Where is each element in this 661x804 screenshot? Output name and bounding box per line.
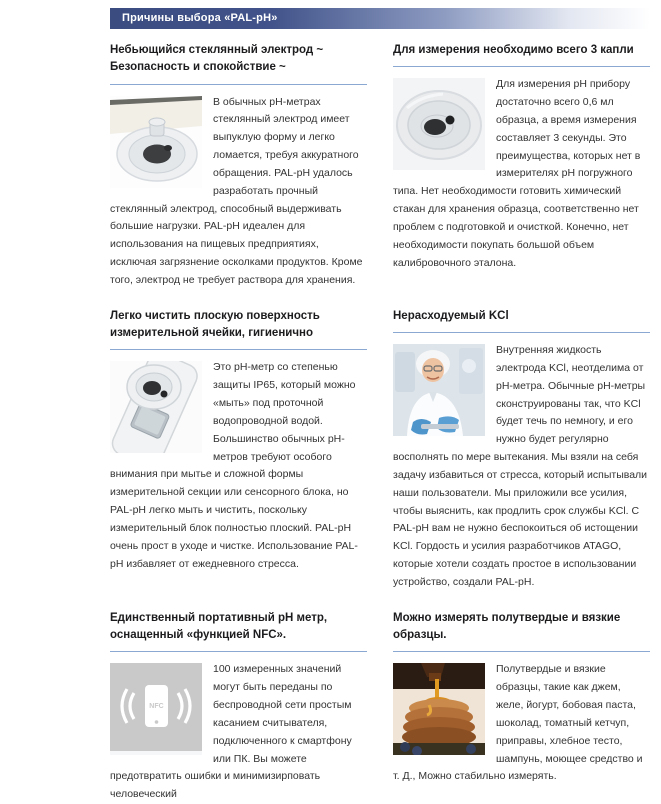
feature-title: Единственный портативный pH метр, оснащенный «функцией NFC». (110, 611, 328, 642)
pancakes-syrup-photo (393, 663, 485, 755)
feature-body (393, 76, 650, 272)
feature-section-unbreakable-electrode (110, 42, 367, 290)
feature-section-viscous-samples (393, 610, 650, 804)
feature-text: Для измерения pH прибору достаточно всего 0,6 мл образца, а время измерения составляет 3 секунды. Это преимущества, которых нет в измерителях pH погружного типа. Нет необходимости готовить химический стакан для хранения образца, соответственно нет проблем с подготовкой и очисткой. Конечно, нет необходимости покупать большой объем калибровочного эталона. (393, 78, 641, 269)
nfc-graphic (110, 663, 202, 755)
glass-electrode-photo (110, 96, 202, 188)
feature-title: Для измерения необходимо всего 3 капли (393, 44, 634, 56)
feature-title: Небьющийся стеклянный электрод ~ Безопасность и спокойствие ~ (110, 44, 324, 74)
feature-text: Внутренняя жидкость электрода KCl, неотделима от pH-метра. Обычные pH-метры сконструированы так, что KCl будет течь по немногу, и его нужно будет регулярно восполнять по мере вытекания. Мы взяли на себя задачу избавиться от стресса, который испытывали наши пользователи. Мы приложили все усилия, чтобы выяснить, как продлить срок службы KCl. С PAL-pH вам не нужно беспокоиться об истощении KCl. Гордость и усилия разработчиков ATAGO, которые хотели создать простое в использовании устройство, создали PAL-pH. (393, 344, 648, 588)
feature-section-three-drops (393, 42, 650, 290)
feature-body (110, 661, 367, 804)
lab-technician-photo (393, 344, 485, 436)
feature-title: Нерасходуемый KCl (393, 309, 509, 322)
feature-grid (110, 42, 650, 804)
feature-section-nfc (110, 610, 367, 804)
device-photo (110, 361, 202, 453)
blue-rule (393, 332, 650, 333)
page-title: Причины выбора «PAL-pH» (122, 12, 278, 24)
feature-body (393, 342, 650, 592)
feature-section-easy-clean (110, 308, 367, 592)
feature-body (110, 94, 367, 290)
feature-body (393, 661, 650, 786)
feature-title: Легко чистить плоскую поверхность измерительной ячейки, гигиенично (110, 309, 320, 340)
feature-section-kcl (393, 308, 650, 592)
feature-text: Это pH-метр со степенью защиты IP65, который можно «мыть» под проточной водопроводной водой. Большинство обычных pH-метров требуют особого внимания при мытье и сложной формы измерительной секции или сенсорного блока, но PAL-pH легко мыть и чистить, поскольку измерительный блок полностью плоский. PAL-pH очень прост в уходе и чистке. Использование PAL-pH избавляет от ежедневного стресса. (110, 361, 358, 570)
blue-rule (110, 651, 367, 652)
feature-text: 100 измеренных значений могут быть переданы по беспроводной сети простым касанием считывателя, подключенного к смартфону или ПК. Вы можете предотвратить ошибки и минимизирповать человеческий (110, 663, 352, 801)
blue-rule (393, 66, 650, 67)
feature-text: Полутвердые и вязкие образцы, такие как джем, желе, йогурт, бобовая паста, шоколад, томатный кетчуп, приправы, хлебное тесто, шампунь, моющее средство и т. Д., Можно стабильно измерять. (393, 663, 643, 783)
feature-body (110, 359, 367, 573)
sample-well-photo (393, 78, 485, 170)
feature-text: В обычных pH-метрах стеклянный электрод имеет выпуклую форму и легко ломается, требуя аккуратного обращения. PAL-pH удалось разработать прочный стеклянный электрод, способный выдерживать большие нагрузки. PAL-pH идеален для использования на пищевых предприятиях, исключая загрязнение осколками продуктов. Кроме того, электрод не требует раствора для хранения. (110, 95, 363, 286)
blue-rule (110, 349, 367, 350)
content-area (110, 0, 650, 804)
blue-rule (110, 84, 367, 85)
feature-title: Можно измерять полутвердые и вязкие образцы. (393, 611, 621, 642)
blue-rule (393, 651, 650, 652)
svg-text:NFC: NFC (149, 703, 164, 711)
section-header-bar (110, 8, 650, 29)
